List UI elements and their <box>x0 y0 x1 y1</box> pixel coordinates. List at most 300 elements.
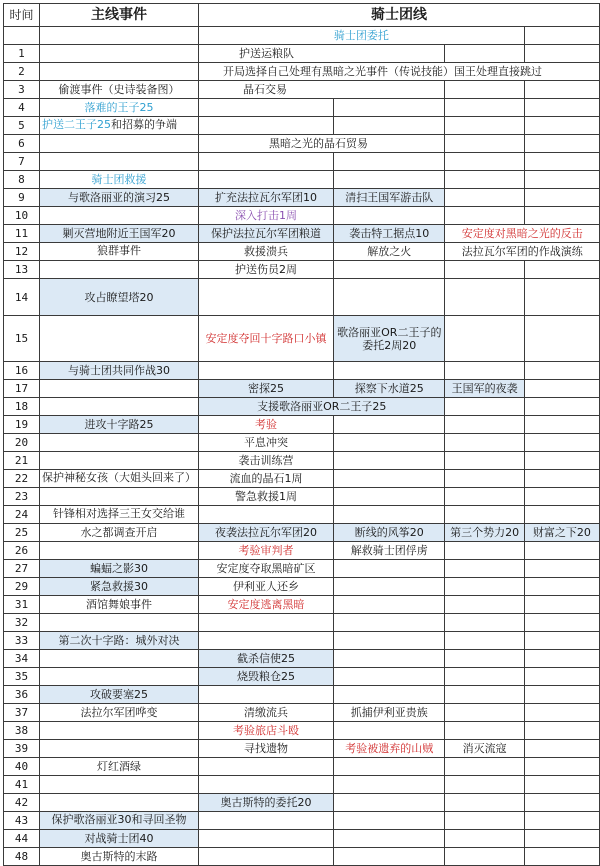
knight-cell <box>524 488 599 506</box>
main-cell: 与骑士团共同作战30 <box>39 362 198 380</box>
knight-cell <box>445 686 524 704</box>
main-cell <box>39 506 198 524</box>
time-cell: 37 <box>4 704 40 722</box>
main-cell <box>39 740 198 758</box>
time-cell: 32 <box>4 614 40 632</box>
time-cell: 35 <box>4 668 40 686</box>
knight-cell <box>445 488 524 506</box>
knight-cell <box>198 117 333 135</box>
time-cell: 16 <box>4 362 40 380</box>
knight-cell: 烧毁粮仓25 <box>198 668 333 686</box>
knight-cell <box>198 686 333 704</box>
knight-cell <box>445 794 524 812</box>
knight-cell <box>524 776 599 794</box>
table-row <box>4 117 600 135</box>
knight-cell <box>445 578 524 596</box>
knight-cell: 晶石交易 <box>198 81 445 99</box>
main-cell: 蝙蝠之影30 <box>39 560 198 578</box>
main-cell: 攻破要塞25 <box>39 686 198 704</box>
knight-cell <box>524 362 599 380</box>
main-cell <box>39 614 198 632</box>
table-row <box>4 830 600 848</box>
table-row <box>4 578 600 596</box>
knight-cell <box>198 776 333 794</box>
time-cell: 43 <box>4 812 40 830</box>
table-row <box>4 632 600 650</box>
knight-cell <box>445 45 524 63</box>
time-cell: 24 <box>4 506 40 524</box>
knight-cell <box>524 704 599 722</box>
table-row <box>4 362 600 380</box>
knight-cell <box>445 470 524 488</box>
main-cell: 水之都调查开启 <box>39 524 198 542</box>
knight-cell: 法拉瓦尔军团的作战演练 <box>445 243 600 261</box>
knight-cell: 支援歌洛丽亚OR二王子25 <box>198 398 445 416</box>
main-cell-part-a: 护送二王子25 <box>41 118 111 131</box>
knight-cell <box>334 452 445 470</box>
knight-cell <box>524 758 599 776</box>
main-cell <box>39 45 198 63</box>
time-cell: 42 <box>4 794 40 812</box>
knight-cell <box>524 189 599 207</box>
table-row <box>4 171 600 189</box>
main-cell <box>39 650 198 668</box>
knight-cell <box>524 81 599 99</box>
table-row <box>4 153 600 171</box>
knight-cell <box>524 578 599 596</box>
knight-cell: 平息冲突 <box>198 434 333 452</box>
knight-cell <box>334 776 445 794</box>
knight-cell <box>445 135 524 153</box>
knight-cell <box>334 686 445 704</box>
knight-cell: 奥古斯特的委托20 <box>198 794 333 812</box>
knight-cell <box>524 279 599 316</box>
main-cell <box>39 261 198 279</box>
knight-cell <box>198 362 333 380</box>
knight-cell: 财富之下20 <box>524 524 599 542</box>
time-cell: 48 <box>4 848 40 866</box>
knight-cell: 消灭流寇 <box>445 740 524 758</box>
knight-cell <box>524 668 599 686</box>
knight-cell <box>334 758 445 776</box>
knight-cell: 流血的晶石1周 <box>198 470 333 488</box>
table-row <box>4 560 600 578</box>
knight-cell <box>445 452 524 470</box>
time-cell: 41 <box>4 776 40 794</box>
time-cell: 25 <box>4 524 40 542</box>
knight-cell <box>334 279 445 316</box>
header-time: 时间 <box>4 4 40 27</box>
knight-cell: 抓捕伊利亚贵族 <box>334 704 445 722</box>
knight-cell <box>524 380 599 398</box>
knight-cell <box>524 686 599 704</box>
table-row <box>4 758 600 776</box>
knight-cell <box>524 542 599 560</box>
knight-cell <box>524 416 599 434</box>
knight-cell: 探察下水道25 <box>334 380 445 398</box>
time-cell: 5 <box>4 117 40 135</box>
knight-cell <box>334 596 445 614</box>
knight-cell <box>524 506 599 524</box>
knight-cell: 扩充法拉瓦尔军团10 <box>198 189 333 207</box>
knight-cell <box>445 261 524 279</box>
knight-cell <box>445 362 524 380</box>
main-cell <box>39 117 198 135</box>
table-row <box>4 135 600 153</box>
main-cell <box>39 470 198 488</box>
main-cell-text: 狼群事件 <box>96 244 141 257</box>
knight-cell <box>198 279 333 316</box>
knight-cell <box>524 434 599 452</box>
time-cell: 19 <box>4 416 40 434</box>
knight-cell <box>334 794 445 812</box>
main-cell: 剿灭营地附近王国军20 <box>39 225 198 243</box>
main-cell <box>39 207 198 225</box>
table-row <box>4 63 600 81</box>
knight-cell <box>334 261 445 279</box>
time-cell: 14 <box>4 279 40 316</box>
knight-cell <box>445 650 524 668</box>
time-cell: 12 <box>4 243 40 261</box>
knight-cell <box>524 740 599 758</box>
knight-cell <box>445 416 524 434</box>
main-cell-text: 保护神秘女孩（大姐头回来了） <box>41 471 196 484</box>
time-cell: 4 <box>4 99 40 117</box>
knight-cell <box>524 596 599 614</box>
knight-cell <box>445 614 524 632</box>
knight-cell <box>445 560 524 578</box>
knight-cell <box>334 171 445 189</box>
knight-cell <box>334 578 445 596</box>
time-cell: 9 <box>4 189 40 207</box>
main-cell: 酒馆舞娘事件 <box>39 596 198 614</box>
table-row <box>4 722 600 740</box>
time-cell: 26 <box>4 542 40 560</box>
main-cell <box>39 153 198 171</box>
knight-cell: 骑士团委托 <box>198 27 524 45</box>
table-row <box>4 596 600 614</box>
main-cell <box>39 316 198 362</box>
knight-cell <box>445 81 524 99</box>
knight-cell: 安定度逃离黑暗 <box>198 596 333 614</box>
main-cell <box>39 722 198 740</box>
time-cell: 31 <box>4 596 40 614</box>
knight-cell <box>524 135 599 153</box>
main-cell: 与歌洛丽亚的演习25 <box>39 189 198 207</box>
header-row <box>4 4 600 27</box>
main-cell-part-b: 和招募的争端 <box>110 118 177 131</box>
table-row <box>4 542 600 560</box>
time-cell: 33 <box>4 632 40 650</box>
table-row <box>4 434 600 452</box>
knight-cell: 伊利亚人还乡 <box>198 578 333 596</box>
main-cell <box>39 812 198 830</box>
table-row <box>4 380 600 398</box>
knight-cell: 解救骑士团俘虏 <box>334 542 445 560</box>
time-cell: 39 <box>4 740 40 758</box>
table-row <box>4 686 600 704</box>
knight-cell: 王国军的夜袭 <box>445 380 524 398</box>
knight-cell: 保护法拉瓦尔军团粮道 <box>198 225 333 243</box>
knight-cell <box>334 560 445 578</box>
knight-cell <box>445 434 524 452</box>
knight-cell <box>524 470 599 488</box>
table-row <box>4 189 600 207</box>
main-cell-text: 保护歌洛丽亚30和寻回圣物 <box>51 813 187 826</box>
knight-cell <box>334 153 445 171</box>
knight-cell: 考验被遗弃的山贼 <box>334 740 445 758</box>
knight-cell <box>445 722 524 740</box>
knight-cell: 歌洛丽亚OR二王子的委托2周20 <box>334 316 445 362</box>
main-cell: 第二次十字路：城外对决 <box>39 632 198 650</box>
main-cell <box>39 542 198 560</box>
time-cell: 21 <box>4 452 40 470</box>
knight-cell: 清缴流兵 <box>198 704 333 722</box>
time-cell: 15 <box>4 316 40 362</box>
knight-cell <box>334 416 445 434</box>
table-row <box>4 794 600 812</box>
main-cell <box>39 776 198 794</box>
table-row <box>4 740 600 758</box>
knight-cell <box>198 830 333 848</box>
table-row <box>4 614 600 632</box>
knight-cell: 开局选择自己处理有黑暗之光事件（传说技能）国王处理直接跳过 <box>198 63 599 81</box>
table-row <box>4 488 600 506</box>
knight-cell: 救援溃兵 <box>198 243 333 261</box>
main-cell: 法拉尔军团哗变 <box>39 704 198 722</box>
knight-cell <box>445 542 524 560</box>
time-cell: 6 <box>4 135 40 153</box>
knight-cell <box>524 171 599 189</box>
table-row <box>4 261 600 279</box>
knight-cell <box>524 27 599 45</box>
knight-cell <box>445 279 524 316</box>
table-row <box>4 207 600 225</box>
knight-cell <box>198 506 333 524</box>
main-cell <box>39 27 198 45</box>
knight-cell <box>524 153 599 171</box>
time-cell: 11 <box>4 225 40 243</box>
knight-cell <box>524 614 599 632</box>
knight-cell: 黑暗之光的晶石贸易 <box>198 135 445 153</box>
knight-cell: 密探25 <box>198 380 333 398</box>
main-cell <box>39 63 198 81</box>
knight-cell <box>198 632 333 650</box>
knight-cell <box>445 632 524 650</box>
knight-cell <box>334 488 445 506</box>
knight-cell <box>524 830 599 848</box>
table-row <box>4 704 600 722</box>
time-cell: 36 <box>4 686 40 704</box>
knight-cell <box>445 316 524 362</box>
knight-cell <box>334 434 445 452</box>
knight-cell <box>198 758 333 776</box>
knight-cell <box>445 596 524 614</box>
main-cell: 灯红酒绿 <box>39 758 198 776</box>
main-cell <box>39 380 198 398</box>
knight-cell <box>334 632 445 650</box>
knight-cell: 袭击特工据点10 <box>334 225 445 243</box>
time-cell: 38 <box>4 722 40 740</box>
main-cell <box>39 243 198 261</box>
time-cell: 23 <box>4 488 40 506</box>
time-cell: 40 <box>4 758 40 776</box>
knight-cell <box>524 452 599 470</box>
knight-cell: 护送伤员2周 <box>198 261 333 279</box>
knight-cell <box>198 812 333 830</box>
table-row <box>4 650 600 668</box>
knight-cell <box>198 99 333 117</box>
knight-cell: 考验 <box>198 416 333 434</box>
knight-cell <box>198 171 333 189</box>
time-cell: 22 <box>4 470 40 488</box>
time-cell: 3 <box>4 81 40 99</box>
knight-cell <box>334 668 445 686</box>
knight-cell <box>524 560 599 578</box>
time-cell: 18 <box>4 398 40 416</box>
knight-cell <box>445 812 524 830</box>
table-row <box>4 225 600 243</box>
table-row <box>4 506 600 524</box>
knight-cell <box>524 650 599 668</box>
knight-cell <box>524 722 599 740</box>
knight-cell: 寻找遗物 <box>198 740 333 758</box>
knight-cell: 考验审判者 <box>198 542 333 560</box>
time-cell: 44 <box>4 830 40 848</box>
main-cell <box>39 398 198 416</box>
table-row <box>4 776 600 794</box>
table-row <box>4 452 600 470</box>
table-row <box>4 45 600 63</box>
knight-cell: 清扫王国军游击队 <box>334 189 445 207</box>
knight-cell <box>198 614 333 632</box>
knight-cell: 深入打击1周 <box>198 207 333 225</box>
knight-cell <box>445 704 524 722</box>
knight-cell: 夜袭法拉瓦尔军团20 <box>198 524 333 542</box>
table-row <box>4 524 600 542</box>
timeline-table <box>3 3 600 866</box>
table-row <box>4 99 600 117</box>
knight-cell <box>334 506 445 524</box>
main-cell: 紧急救援30 <box>39 578 198 596</box>
knight-cell <box>524 316 599 362</box>
knight-cell <box>445 506 524 524</box>
knight-cell <box>445 99 524 117</box>
table-row <box>4 668 600 686</box>
time-cell: 1 <box>4 45 40 63</box>
knight-cell: 安定度夺取黑暗矿区 <box>198 560 333 578</box>
knight-cell: 断线的风筝20 <box>334 524 445 542</box>
time-cell: 7 <box>4 153 40 171</box>
time-cell: 10 <box>4 207 40 225</box>
table-row <box>4 416 600 434</box>
main-cell <box>39 668 198 686</box>
main-cell: 攻占瞭望塔20 <box>39 279 198 316</box>
knight-cell <box>524 99 599 117</box>
table-row <box>4 81 600 99</box>
main-cell: 骑士团救援 <box>39 171 198 189</box>
main-cell <box>39 794 198 812</box>
knight-cell <box>445 398 524 416</box>
knight-cell <box>445 776 524 794</box>
table-row <box>4 812 600 830</box>
knight-cell: 袭击训练营 <box>198 452 333 470</box>
knight-cell <box>334 650 445 668</box>
knight-cell: 考验旅店斗殴 <box>198 722 333 740</box>
main-cell: 落难的王子25 <box>39 99 198 117</box>
knight-cell <box>524 207 599 225</box>
main-cell <box>39 135 198 153</box>
main-cell: 偷渡事件（史诗装备图） <box>39 81 198 99</box>
table-row <box>4 279 600 316</box>
knight-cell <box>445 668 524 686</box>
knight-cell <box>524 794 599 812</box>
knight-cell <box>445 758 524 776</box>
main-cell <box>39 488 198 506</box>
knight-cell <box>334 812 445 830</box>
main-cell <box>39 452 198 470</box>
header-knight-line: 骑士团线 <box>198 4 599 27</box>
knight-cell <box>334 117 445 135</box>
knight-cell <box>334 207 445 225</box>
knight-cell: 护送运粮队 <box>198 45 445 63</box>
knight-cell <box>524 261 599 279</box>
time-cell: 17 <box>4 380 40 398</box>
knight-cell: 截杀信使25 <box>198 650 333 668</box>
main-cell <box>39 434 198 452</box>
knight-cell <box>524 398 599 416</box>
knight-cell <box>334 722 445 740</box>
table-row <box>4 316 600 362</box>
time-cell: 2 <box>4 63 40 81</box>
main-cell: 对战骑士团40 <box>39 830 198 848</box>
knight-cell <box>334 470 445 488</box>
time-cell <box>4 27 40 45</box>
table-row <box>4 27 600 45</box>
table-row <box>4 470 600 488</box>
knight-cell: 警急救援1周 <box>198 488 333 506</box>
knight-cell <box>445 171 524 189</box>
time-cell: 13 <box>4 261 40 279</box>
knight-cell <box>445 189 524 207</box>
knight-cell <box>524 117 599 135</box>
header-main-events: 主线事件 <box>39 4 198 27</box>
table-row <box>4 243 600 261</box>
knight-cell <box>445 153 524 171</box>
time-cell: 29 <box>4 578 40 596</box>
time-cell: 8 <box>4 171 40 189</box>
main-cell: 进攻十字路25 <box>39 416 198 434</box>
knight-cell: 第三个势力20 <box>445 524 524 542</box>
knight-cell <box>198 153 333 171</box>
knight-cell <box>445 207 524 225</box>
knight-cell <box>334 830 445 848</box>
knight-cell <box>524 812 599 830</box>
knight-cell <box>334 614 445 632</box>
knight-cell: 安定度对黑暗之光的反击 <box>445 225 600 243</box>
knight-cell: 解放之火 <box>334 243 445 261</box>
knight-cell <box>445 830 524 848</box>
main-cell-text: 针锋相对选择三王女交给谁 <box>52 507 185 520</box>
knight-cell <box>445 117 524 135</box>
time-cell: 20 <box>4 434 40 452</box>
knight-cell <box>334 362 445 380</box>
table-row <box>4 398 600 416</box>
knight-cell <box>524 632 599 650</box>
time-cell: 34 <box>4 650 40 668</box>
knight-cell: 安定度夺回十字路口小镇 <box>198 316 333 362</box>
knight-cell <box>334 99 445 117</box>
